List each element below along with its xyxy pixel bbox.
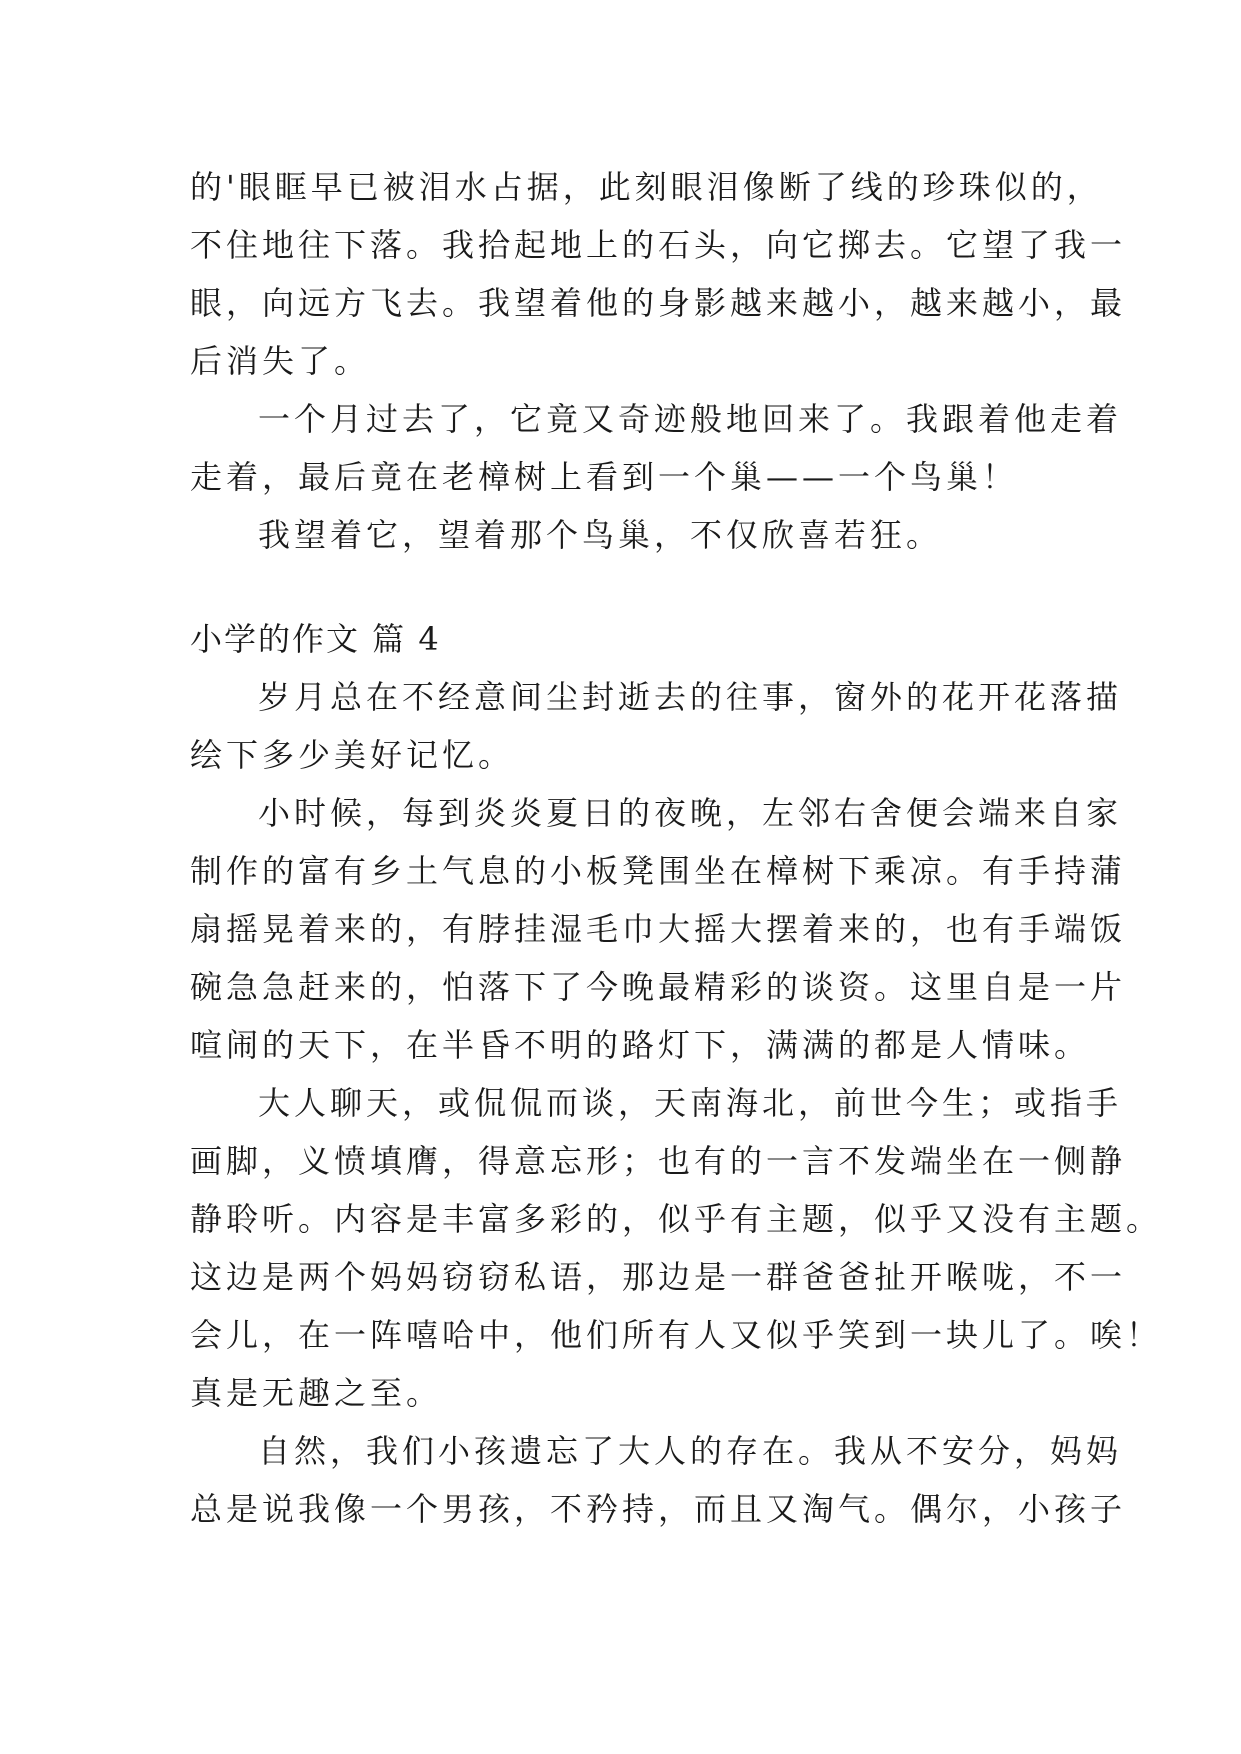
text-line: 静聆听。内容是丰富多彩的，似乎有主题，似乎又没有主题。	[190, 1200, 1163, 1238]
text-line: 画脚，义愤填膺，得意忘形；也有的一言不发端坐在一侧静	[190, 1142, 1127, 1180]
paragraph-return	[190, 390, 1123, 506]
text-line: 这边是两个妈妈窃窃私语，那边是一群爸爸扯开喉咙，不一	[190, 1258, 1127, 1296]
paragraph-joy	[190, 506, 1060, 564]
text-line: 自然，我们小孩遗忘了大人的存在。我从不安分，妈妈	[258, 1432, 1123, 1470]
text-line: 碗急急赶来的，怕落下了今晚最精彩的谈资。这里自是一片	[190, 968, 1127, 1006]
text-line: 会儿，在一阵嘻哈中，他们所有人又似乎笑到一块儿了。唉！	[190, 1316, 1163, 1354]
text-line: 眼，向远方飞去。我望着他的身影越来越小，越来越小，最	[190, 284, 1127, 322]
text-line: 大人聊天，或侃侃而谈，天南海北，前世今生；或指手	[258, 1084, 1123, 1122]
text-line: 不住地往下落。我拾起地上的石头，向它掷去。它望了我一	[190, 226, 1127, 264]
text-line: 后消失了。	[190, 342, 371, 380]
text-line: 的'眼眶早已被泪水占据，此刻眼泪像断了线的珍珠似的，	[190, 168, 1103, 206]
text-line: 扇摇晃着来的，有脖挂湿毛巾大摇大摆着来的，也有手端饭	[190, 910, 1127, 948]
text-line: 岁月总在不经意间尘封逝去的往事，窗外的花开花落描	[258, 678, 1123, 716]
section-heading: 小学的作文 篇 4	[190, 620, 441, 658]
text-line: 绘下多少美好记忆。	[190, 736, 515, 774]
paragraph-years	[190, 668, 1123, 784]
paragraph-adults	[190, 1074, 1163, 1422]
text-line: 小时候，每到炎炎夏日的夜晚，左邻右舍便会端来自家	[258, 794, 1123, 832]
paragraph-childhood	[190, 784, 1127, 1074]
paragraph-kids	[190, 1422, 1127, 1538]
text-line: 喧闹的天下，在半昏不明的路灯下，满满的都是人情味。	[190, 1026, 1091, 1064]
text-line: 走着，最后竟在老樟树上看到一个巢——一个鸟巢！	[190, 458, 1019, 496]
text-line: 制作的富有乡土气息的小板凳围坐在樟树下乘凉。有手持蒲	[190, 852, 1127, 890]
paragraph-continuation	[190, 158, 1127, 390]
text-line: 总是说我像一个男孩，不矜持，而且又淘气。偶尔，小孩子	[190, 1490, 1127, 1528]
text-line: 我望着它，望着那个鸟巢，不仅欣喜若狂。	[258, 516, 943, 554]
text-line: 真是无趣之至。	[190, 1374, 443, 1412]
document-body	[190, 158, 1163, 1538]
text-line: 一个月过去了，它竟又奇迹般地回来了。我跟着他走着	[258, 400, 1123, 438]
